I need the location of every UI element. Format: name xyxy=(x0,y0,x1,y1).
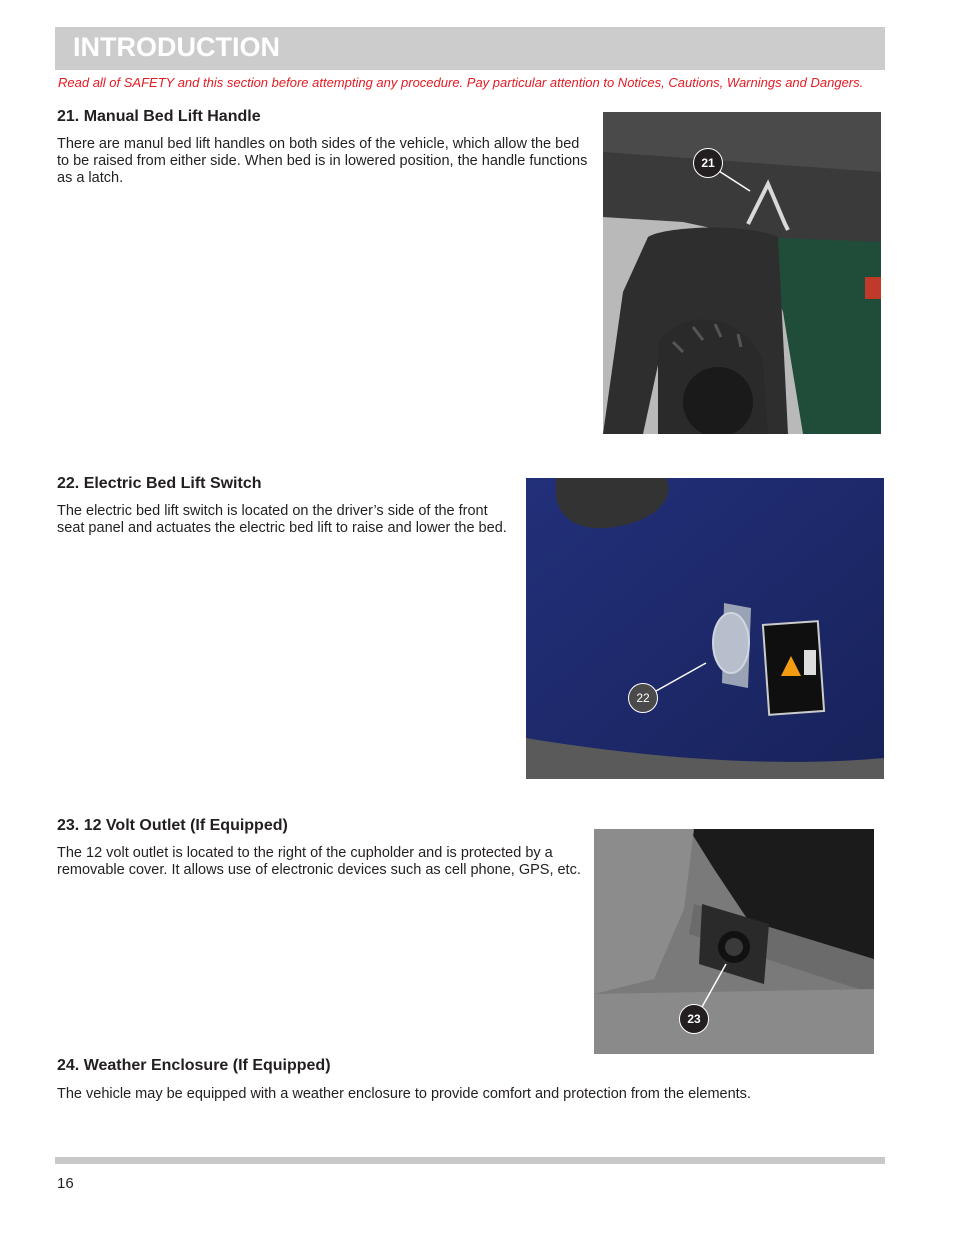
bed-lift-handle-photo xyxy=(603,112,881,434)
section-heading-24: 24. Weather Enclosure (If Equipped) xyxy=(57,1057,331,1074)
section-body-24: The vehicle may be equipped with a weather enclosure to provide comfort and protection from the elements. xyxy=(57,1086,751,1102)
callout-22: 22 xyxy=(628,683,658,713)
volt-outlet-photo xyxy=(594,829,874,1054)
section-heading-23: 23. 12 Volt Outlet (If Equipped) xyxy=(57,817,288,834)
header-bar xyxy=(55,27,885,70)
callout-23: 23 xyxy=(679,1004,709,1034)
section-body-23: The 12 volt outlet is located to the right of the cupholder and is protected by a removable cover. It allows use of electronic devices such as cell phone, GPS, etc. xyxy=(57,845,581,878)
page-title: INTRODUCTION xyxy=(73,32,280,62)
page-number: 16 xyxy=(57,1175,74,1192)
safety-note: Read all of SAFETY and this section before attempting any procedure. Pay particular attention to Notices, Cautions, Warnings and Dangers. xyxy=(58,75,864,90)
section-heading-21: 21. Manual Bed Lift Handle xyxy=(57,108,261,125)
section-heading-22: 22. Electric Bed Lift Switch xyxy=(57,475,262,492)
bed-lift-switch-photo xyxy=(526,478,884,779)
footer-bar xyxy=(55,1157,885,1164)
section-body-22: The electric bed lift switch is located on the driver’s side of the front seat panel and actuates the electric bed lift to raise and lower the bed. xyxy=(57,503,507,536)
section-body-21: There are manul bed lift handles on both sides of the vehicle, which allow the bed to be raised from either side. When bed is in lowered position, the handle functions as a latch. xyxy=(57,136,588,186)
callout-21: 21 xyxy=(693,148,723,178)
